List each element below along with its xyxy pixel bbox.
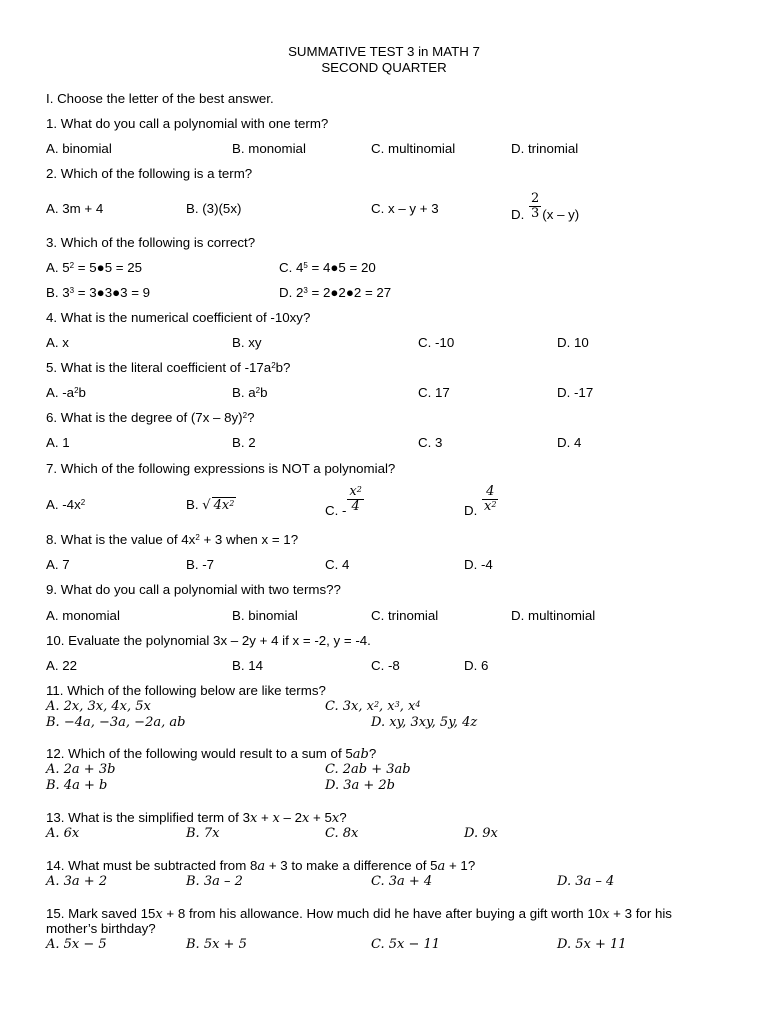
q6-option-c: C. 3 bbox=[418, 435, 443, 450]
q3-option-c: C. $4^5$ = 4●5 = 20 bbox=[279, 260, 376, 275]
q8-option-d: D. -4 bbox=[464, 557, 493, 572]
q12-option-c: C. 2ab + 3ab bbox=[325, 762, 411, 777]
q5-option-b: B. $a^2b$ bbox=[232, 385, 268, 400]
q13-option-c: C. 8x bbox=[325, 826, 359, 841]
question-10: 10. Evaluate the polynomial 3x – 2y + 4 if x = -2, y = -4. bbox=[46, 633, 371, 648]
q10-option-a: A. 22 bbox=[46, 658, 78, 673]
q10-option-b: B. 14 bbox=[232, 658, 264, 673]
question-2: 2. Which of the following is a term? bbox=[46, 166, 253, 181]
square-root: $4x^2$ bbox=[213, 498, 235, 513]
q8-option-a: A. 7 bbox=[46, 557, 70, 572]
q13-option-d: D. 9x bbox=[464, 826, 498, 841]
q12-option-d: D. 3a + 2b bbox=[325, 778, 395, 793]
q15-option-d: D. 5x + 11 bbox=[557, 937, 627, 952]
question-1: 1. What do you call a polynomial with one term? bbox=[46, 116, 329, 131]
q9-option-d: D. multinomial bbox=[511, 608, 596, 623]
q15-option-b: B. 5x + 5 bbox=[186, 937, 247, 952]
q3-option-a: A. $5^2$ = 5●5 = 25 bbox=[46, 260, 143, 275]
q6-option-a: A. 1 bbox=[46, 435, 70, 450]
q9-option-b: B. binomial bbox=[232, 608, 298, 623]
question-6: 6. What is the degree of (7x – 8y)$^2$? bbox=[46, 410, 255, 425]
instructions: I. Choose the letter of the best answer. bbox=[46, 91, 274, 106]
q5-option-a: A. $-a^2b$ bbox=[46, 385, 86, 400]
q3-option-b: B. $3^3$ = 3●3●3 = 9 bbox=[46, 285, 151, 300]
q11-option-d: D. xy, 3xy, 5y, 4z bbox=[371, 715, 478, 730]
q11-option-b: B. −4a, −3a, −2a, ab bbox=[46, 715, 186, 730]
q14-option-d: D. 3a – 4 bbox=[557, 874, 615, 889]
question-8: 8. What is the value of $4x^2 + 3$ when x = 1? bbox=[46, 532, 299, 547]
question-12: 12. Which of the following would result to a sum of 5ab? bbox=[46, 746, 377, 762]
q1-option-d: D. trinomial bbox=[511, 141, 579, 156]
q1-option-b: B. monomial bbox=[232, 141, 306, 156]
question-13: 13. What is the simplified term of 3x + x – 2x + 5x? bbox=[46, 810, 347, 826]
q7-option-a: A. $-4x^2$ bbox=[46, 497, 86, 512]
q3-option-d: D. $2^3$ = 2●2●2 = 27 bbox=[279, 285, 392, 300]
q14-option-b: B. 3a – 2 bbox=[186, 874, 243, 889]
question-5: 5. What is the literal coefficient of $-17a^2b$? bbox=[46, 360, 291, 375]
q13-option-b: B. 7x bbox=[186, 826, 220, 841]
q8-option-c: C. 4 bbox=[325, 557, 350, 572]
fraction: $\frac{x^2}{4}$ bbox=[349, 484, 362, 514]
q1-option-c: C. multinomial bbox=[371, 141, 456, 156]
q15-option-a: A. 5x − 5 bbox=[46, 937, 107, 952]
q12-option-b: B. 4a + b bbox=[46, 778, 108, 793]
q12-option-a: A. 2a + 3b bbox=[46, 762, 116, 777]
q9-option-a: A. monomial bbox=[46, 608, 120, 623]
fraction: $\frac{2}{3}$ bbox=[531, 191, 540, 221]
q11-option-c: C. 3x, $x^2$, $x^3$, $x^4$ bbox=[325, 699, 421, 714]
q7-option-b: B. √ $4x^2$ bbox=[186, 497, 235, 513]
q5-option-c: C. 17 bbox=[418, 385, 450, 400]
q2-option-c: C. x – y + 3 bbox=[371, 201, 439, 216]
q2-option-a: A. 3m + 4 bbox=[46, 201, 104, 216]
question-4: 4. What is the numerical coefficient of -10xy? bbox=[46, 310, 311, 325]
q4-option-a: A. x bbox=[46, 335, 69, 350]
quarter-subtitle: SECOND QUARTER bbox=[321, 60, 447, 75]
fraction: $\frac{4}{x^2}$ bbox=[484, 484, 497, 514]
q1-option-a: A. binomial bbox=[46, 141, 112, 156]
test-title: SUMMATIVE TEST 3 in MATH 7 bbox=[288, 44, 480, 59]
q6-option-b: B. 2 bbox=[232, 435, 256, 450]
question-15: 15. Mark saved 15x + 8 from his allowance. How much did he have after buying a gift worth 10x + 3 for his bbox=[46, 906, 672, 922]
q4-option-b: B. xy bbox=[232, 335, 262, 350]
q2-option-d: D. $\frac{2}{3}$ (x – y) bbox=[511, 191, 580, 223]
q14-option-c: C. 3a + 4 bbox=[371, 874, 433, 889]
q13-option-a: A. 6x bbox=[46, 826, 80, 841]
q11-option-a: A. 2x, 3x, 4x, 5x bbox=[46, 699, 151, 714]
q7-option-c: C. - $\frac{x^2}{4}$ bbox=[325, 484, 362, 519]
question-9: 9. What do you call a polynomial with two terms?? bbox=[46, 582, 341, 597]
q10-option-d: D. 6 bbox=[464, 658, 489, 673]
question-15-line-2: mother’s birthday? bbox=[46, 921, 156, 936]
q5-option-d: D. -17 bbox=[557, 385, 594, 400]
q4-option-d: D. 10 bbox=[557, 335, 589, 350]
q2-option-b: B. (3)(5x) bbox=[186, 201, 242, 216]
question-14: 14. What must be subtracted from 8a + 3 to make a difference of 5a + 1? bbox=[46, 858, 476, 874]
question-11: 11. Which of the following below are like terms? bbox=[46, 683, 326, 698]
q15-option-c: C. 5x − 11 bbox=[371, 937, 441, 952]
q14-option-a: A. 3a + 2 bbox=[46, 874, 108, 889]
q4-option-c: C. -10 bbox=[418, 335, 455, 350]
question-3: 3. Which of the following is correct? bbox=[46, 235, 256, 250]
q7-option-d: D. $\frac{4}{x^2}$ bbox=[464, 484, 497, 519]
q9-option-c: C. trinomial bbox=[371, 608, 439, 623]
question-7: 7. Which of the following expressions is NOT a polynomial? bbox=[46, 461, 396, 476]
q10-option-c: C. -8 bbox=[371, 658, 400, 673]
q6-option-d: D. 4 bbox=[557, 435, 582, 450]
q8-option-b: B. -7 bbox=[186, 557, 215, 572]
